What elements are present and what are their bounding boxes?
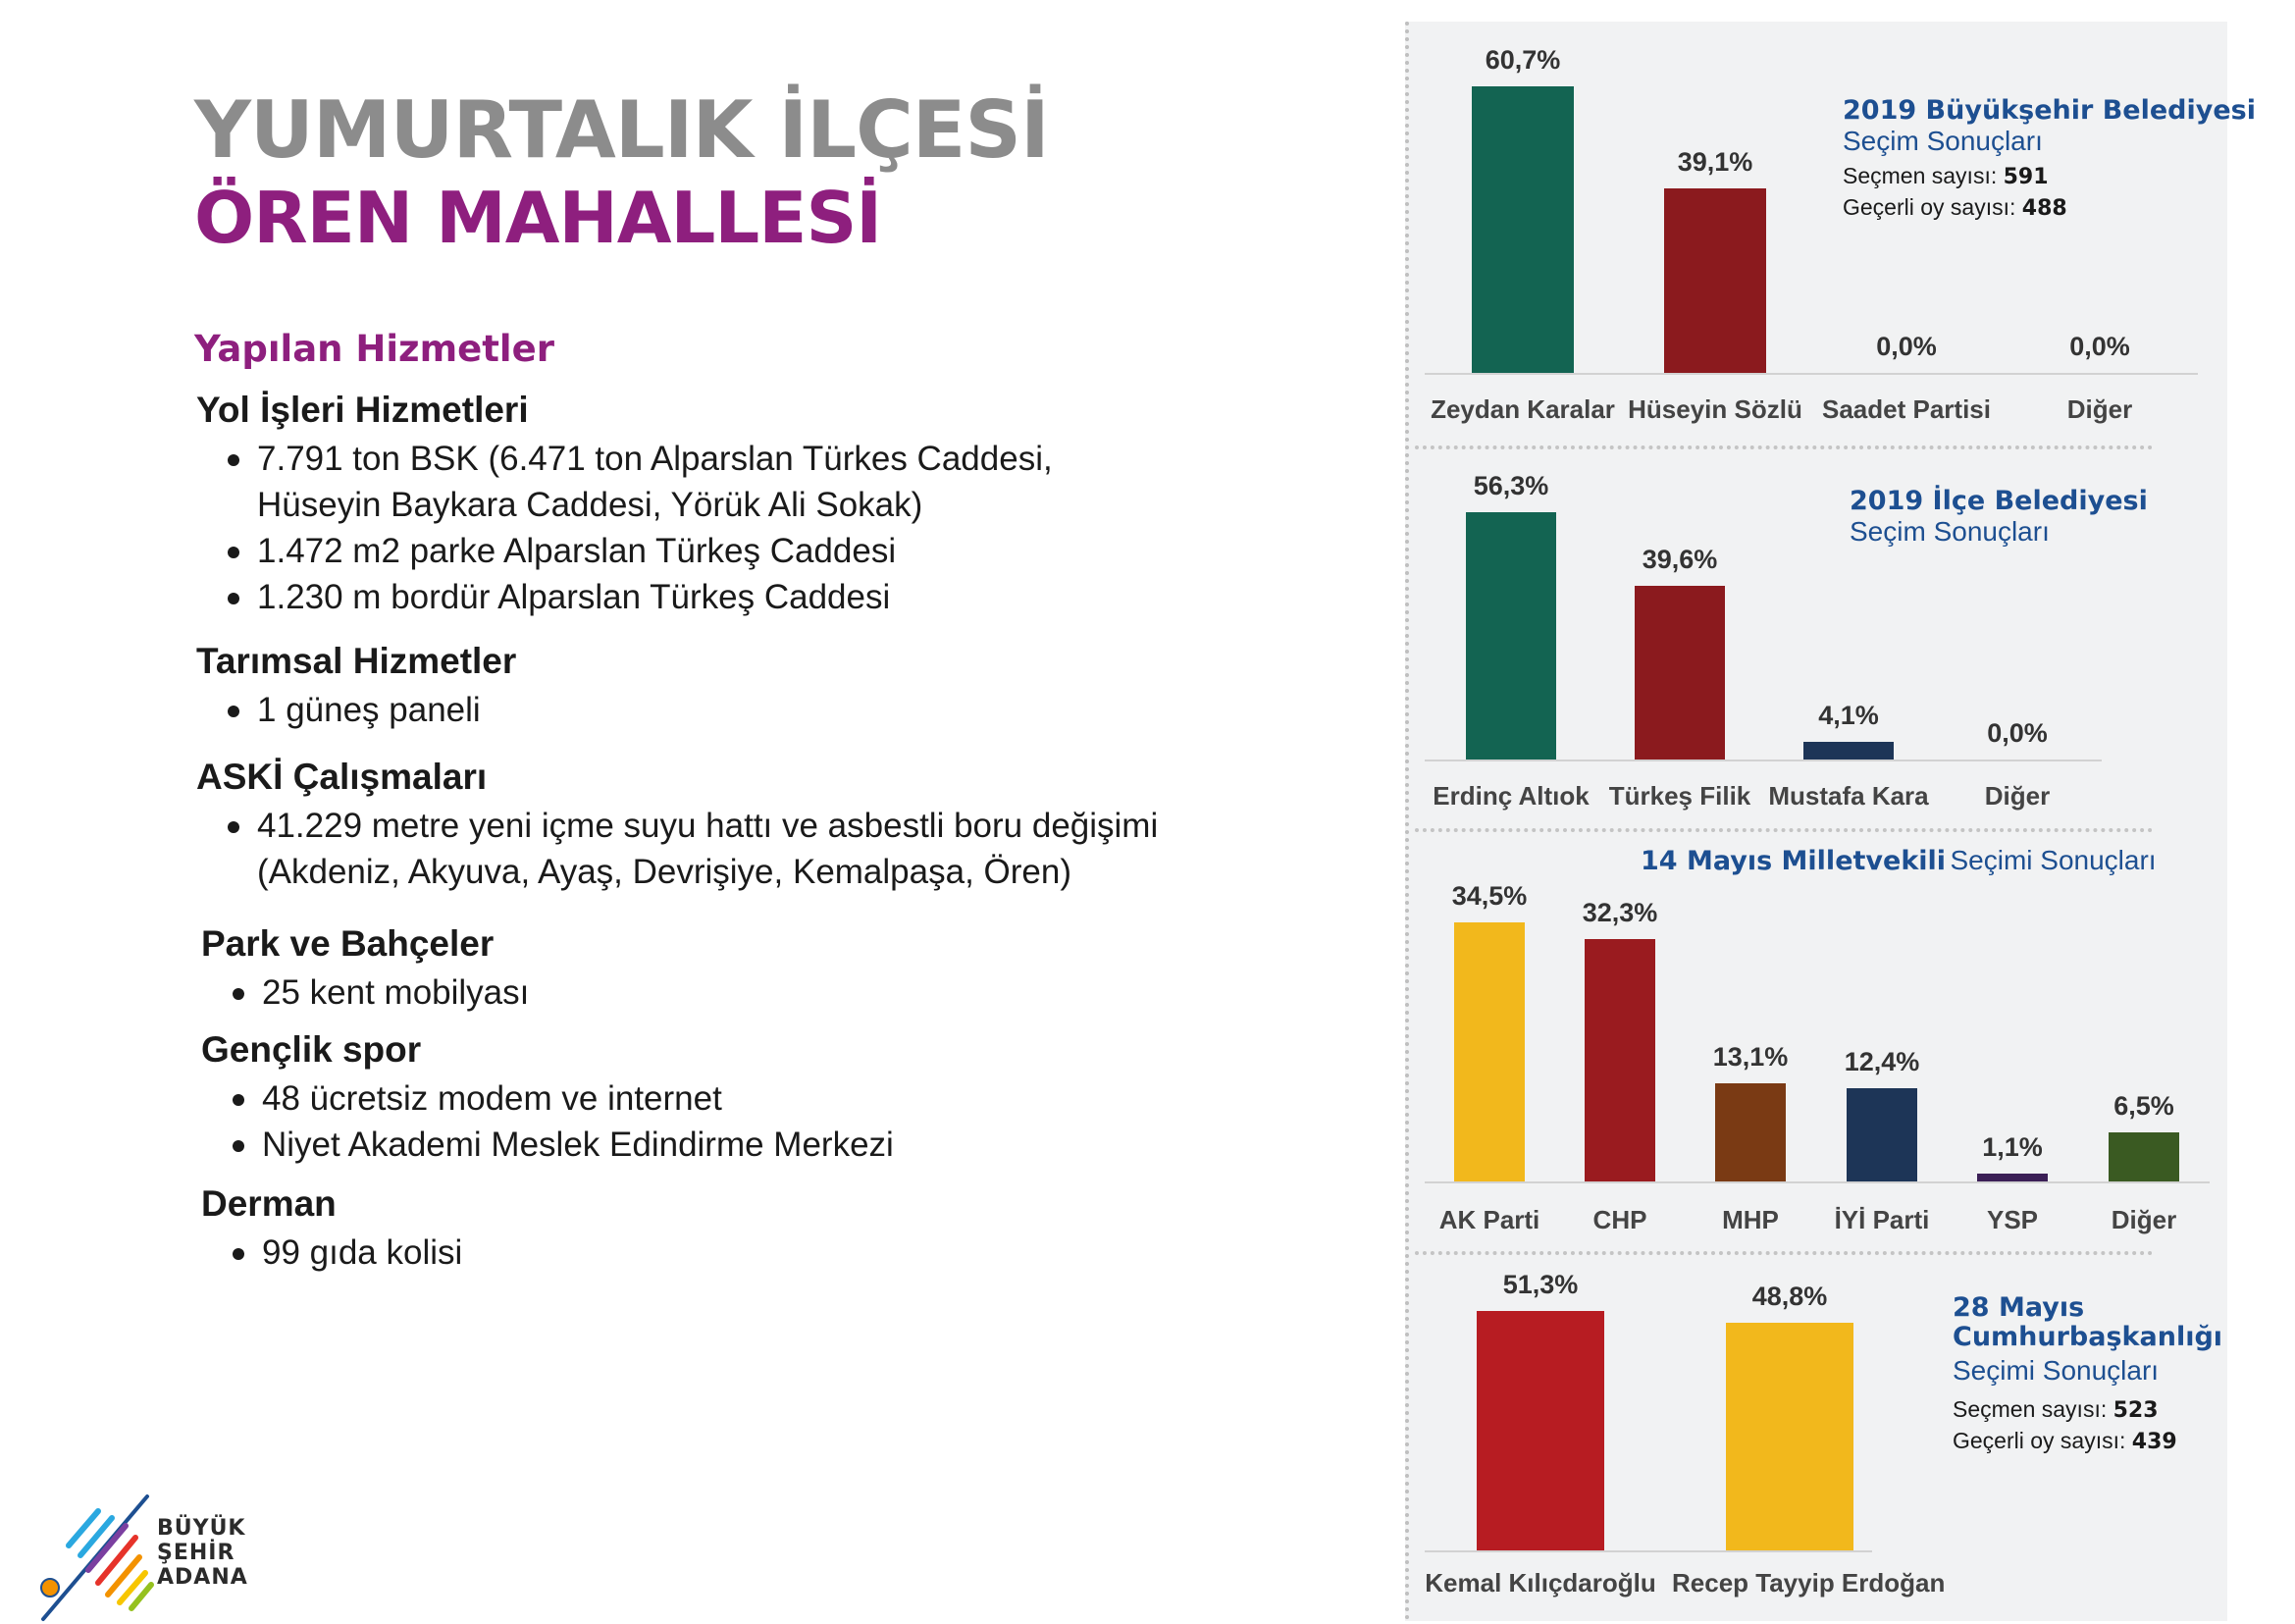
- bar-value-label: 60,7%: [1485, 45, 1561, 75]
- list-item: 7.791 ton BSK (6.471 ton Alparslan Türkes Caddesi,: [228, 436, 1325, 482]
- list-item: 41.229 metre yeni içme suyu hattı ve asbestli boru değişimi: [228, 803, 1325, 849]
- bar-value-label: 51,3%: [1502, 1270, 1579, 1299]
- stat-label: Geçerli oy sayısı:: [1953, 1428, 2126, 1453]
- chart-subtitle: Seçimi Sonuçları: [1953, 1355, 2160, 1386]
- section-aski: [196, 756, 1325, 895]
- bar: [1847, 1088, 1917, 1181]
- stat-value: 439: [2131, 1430, 2177, 1454]
- chart-separator: [1415, 1251, 2153, 1255]
- voter-count: [1953, 1393, 2159, 1427]
- logo-wordmark: [157, 1516, 265, 1590]
- category-label: CHP: [1592, 1205, 1647, 1234]
- category-label: Recep Tayyip Erdoğan: [1672, 1568, 1946, 1598]
- section-title: ASKİ Çalışmaları: [196, 757, 488, 797]
- list-item: 1 güneş paneli: [228, 687, 1325, 733]
- bar: [1803, 742, 1894, 760]
- stat-label: Geçerli oy sayısı:: [1843, 194, 2016, 220]
- bar-value-label: 48,8%: [1751, 1282, 1828, 1311]
- bar-value-label: 13,1%: [1712, 1042, 1789, 1072]
- bar: [1472, 86, 1574, 373]
- voter-count: [1843, 160, 2049, 193]
- bar: [1466, 512, 1556, 760]
- logo-line: BÜYÜK: [157, 1516, 246, 1541]
- section-list: [196, 436, 1325, 620]
- bar-value-label: 1,1%: [1982, 1132, 2043, 1162]
- chart-title: 2019 İlçe Belediyesi: [1850, 486, 2148, 516]
- bar-value-label: 56,3%: [1473, 471, 1549, 500]
- bar: [1635, 586, 1725, 760]
- chart-subtitle: Seçim Sonuçları: [1843, 126, 2043, 156]
- bar: [1454, 922, 1525, 1181]
- section-list: [201, 1230, 1330, 1276]
- section-parks: [201, 922, 1330, 1016]
- chart-baseline: [1425, 1181, 2210, 1183]
- section-derman: [201, 1182, 1330, 1276]
- list-item: Hüseyin Baykara Caddesi, Yörük Ali Sokak): [257, 486, 923, 524]
- chart-subtitle: Seçim Sonuçları: [1850, 516, 2050, 547]
- bar: [1664, 188, 1766, 373]
- list-item: 99 gıda kolisi: [233, 1230, 1330, 1276]
- valid-vote-count: [1843, 191, 2067, 225]
- bar: [2109, 1132, 2179, 1181]
- bar: [1977, 1174, 2048, 1181]
- section-youth-sports: [201, 1028, 1330, 1168]
- bar-value-label: 0,0%: [2069, 332, 2130, 361]
- bar: [1585, 939, 1655, 1181]
- category-label: Diğer: [2066, 394, 2133, 424]
- section-road-works: [196, 389, 1325, 620]
- chart-baseline: [1425, 373, 2198, 375]
- category-label: Saadet Partisi: [1822, 394, 1991, 424]
- bar: [1715, 1083, 1786, 1181]
- chart-baseline: [1425, 1550, 1872, 1552]
- stat-value: 523: [2112, 1398, 2159, 1423]
- district-title: YUMURTALIK İLÇESİ: [194, 84, 1049, 176]
- list-item: 1.230 m bordür Alparslan Türkeş Caddesi: [228, 574, 1325, 620]
- bar-value-label: 32,3%: [1582, 898, 1658, 927]
- category-label: YSP: [1986, 1205, 2039, 1234]
- bar: [1477, 1311, 1604, 1550]
- category-label: Zeydan Karalar: [1431, 394, 1615, 424]
- stat-label: Seçmen sayısı:: [1843, 163, 1998, 188]
- section-list: [196, 687, 1325, 733]
- section-title: Derman: [201, 1183, 337, 1224]
- section-title: Yol İşleri Hizmetleri: [196, 390, 529, 430]
- category-label: AK Parti: [1438, 1205, 1540, 1234]
- stat-value: 591: [2003, 165, 2049, 189]
- logo-line: ADANA: [157, 1565, 248, 1590]
- section-list: [201, 969, 1330, 1016]
- list-item: 48 ücretsiz modem ve internet: [233, 1075, 1330, 1122]
- section-list: [196, 803, 1325, 895]
- category-label: Hüseyin Sözlü: [1628, 394, 1802, 424]
- section-title: Park ve Bahçeler: [201, 923, 495, 964]
- bar-value-label: 6,5%: [2113, 1091, 2174, 1121]
- category-label: MHP: [1722, 1205, 1779, 1234]
- bar-value-label: 0,0%: [1876, 332, 1937, 361]
- valid-vote-count: [1953, 1425, 2177, 1458]
- chart-baseline: [1425, 760, 2102, 761]
- category-label: Diğer: [2111, 1205, 2177, 1234]
- chart-title: 14 Mayıs Milletvekili: [1641, 846, 1947, 876]
- bar-value-label: 0,0%: [1987, 718, 2048, 748]
- section-agriculture: [196, 640, 1325, 733]
- list-item: 1.472 m2 parke Alparslan Türkeş Caddesi: [228, 528, 1325, 574]
- category-label: Mustafa Kara: [1768, 781, 1929, 811]
- chart-subtitle: Seçimi Sonuçları: [1950, 845, 2157, 875]
- list-item: Niyet Akademi Meslek Edindirme Merkezi: [233, 1122, 1330, 1168]
- services-heading: Yapılan Hizmetler: [194, 328, 554, 370]
- chart-title-group: [1641, 846, 2157, 876]
- stat-label: Seçmen sayısı:: [1953, 1396, 2108, 1422]
- logo-line: ŞEHİR: [157, 1541, 235, 1565]
- bar-value-label: 39,1%: [1677, 147, 1753, 177]
- bar-value-label: 4,1%: [1818, 701, 1879, 730]
- chart-title: 28 Mayıs Cumhurbaşkanlığı: [1953, 1292, 2223, 1352]
- section-title: Gençlik spor: [201, 1029, 422, 1070]
- stat-value: 488: [2021, 196, 2067, 221]
- neighborhood-title: ÖREN MAHALLESİ: [194, 177, 882, 259]
- category-label: İYİ Parti: [1834, 1205, 1930, 1234]
- list-item: 25 kent mobilyası: [233, 969, 1330, 1016]
- chart-separator: [1415, 445, 2153, 449]
- category-label: Kemal Kılıçdaroğlu: [1425, 1568, 1656, 1598]
- category-label: Diğer: [1984, 781, 2051, 811]
- bar-value-label: 12,4%: [1844, 1047, 1920, 1076]
- bar-value-label: 34,5%: [1451, 881, 1528, 911]
- chart-title: 2019 Büyükşehir Belediyesi: [1843, 95, 2256, 126]
- category-label: Erdinç Altıok: [1433, 781, 1590, 811]
- section-title: Tarımsal Hizmetler: [196, 641, 517, 681]
- bar: [1726, 1323, 1853, 1550]
- list-item: (Akdeniz, Akyuva, Ayaş, Devrişiye, Kemalpaşa, Ören): [257, 853, 1071, 891]
- category-label: Türkeş Filik: [1608, 781, 1751, 811]
- section-list: [201, 1075, 1330, 1168]
- bar-value-label: 39,6%: [1642, 545, 1718, 574]
- chart-separator: [1415, 828, 2153, 832]
